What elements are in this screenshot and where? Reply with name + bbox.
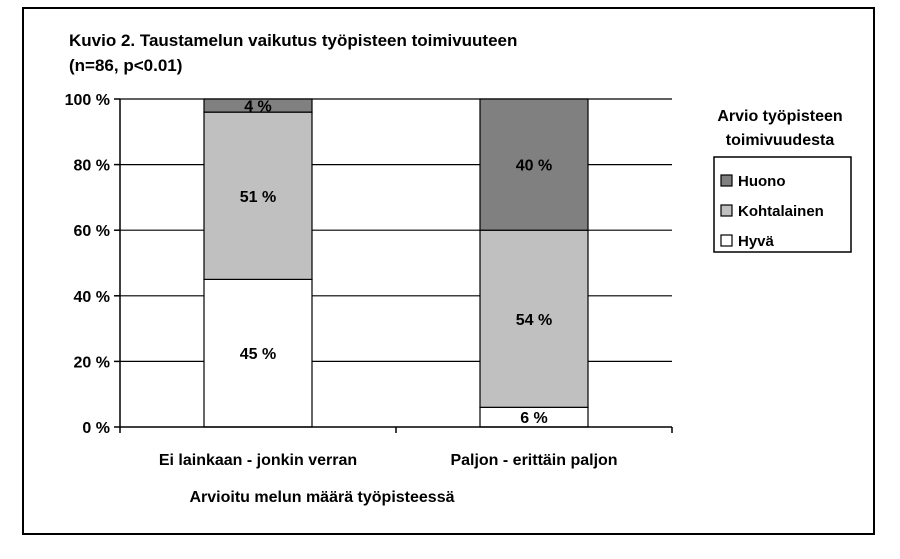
x-tick-label: Paljon - erittäin paljon bbox=[450, 452, 618, 469]
plot-area bbox=[65, 92, 672, 469]
data-label: 51 % bbox=[239, 188, 277, 206]
data-label: 40 % bbox=[515, 157, 553, 175]
legend-title-line1: Arvio työpisteen bbox=[717, 108, 843, 125]
legend-swatch-kohtalainen bbox=[721, 205, 732, 216]
y-tick-label: 40 % bbox=[73, 288, 110, 306]
legend-label: Hyvä bbox=[738, 233, 774, 250]
data-label: 54 % bbox=[515, 311, 553, 329]
y-tick-label: 0 % bbox=[82, 420, 110, 437]
x-tick-label: Ei lainkaan - jonkin verran bbox=[158, 452, 358, 469]
stacked-bar-chart bbox=[24, 9, 877, 537]
chart-title-line2: (n=86, p<0.01) bbox=[69, 56, 183, 75]
chart-title-line1: Kuvio 2. Taustamelun vaikutus työpisteen toimivuuteen bbox=[69, 31, 518, 50]
legend-label: Kohtalainen bbox=[738, 203, 824, 220]
legend-label: Huono bbox=[738, 173, 786, 190]
legend-title-line2: toimivuudesta bbox=[725, 132, 835, 149]
y-tick-label: 100 % bbox=[64, 92, 110, 109]
legend bbox=[714, 108, 851, 252]
legend-swatch-hyvä bbox=[721, 235, 732, 246]
chart-frame bbox=[22, 7, 875, 535]
y-tick-label: 60 % bbox=[73, 223, 110, 241]
data-label: 45 % bbox=[239, 346, 277, 364]
data-label: 4 % bbox=[244, 98, 272, 116]
y-tick-label: 20 % bbox=[73, 354, 110, 372]
data-label: 6 % bbox=[520, 410, 548, 428]
legend-swatch-huono bbox=[721, 175, 732, 186]
y-tick-label: 80 % bbox=[73, 157, 110, 175]
x-axis-title: Arvioitu melun määrä työpisteessä bbox=[189, 489, 455, 506]
